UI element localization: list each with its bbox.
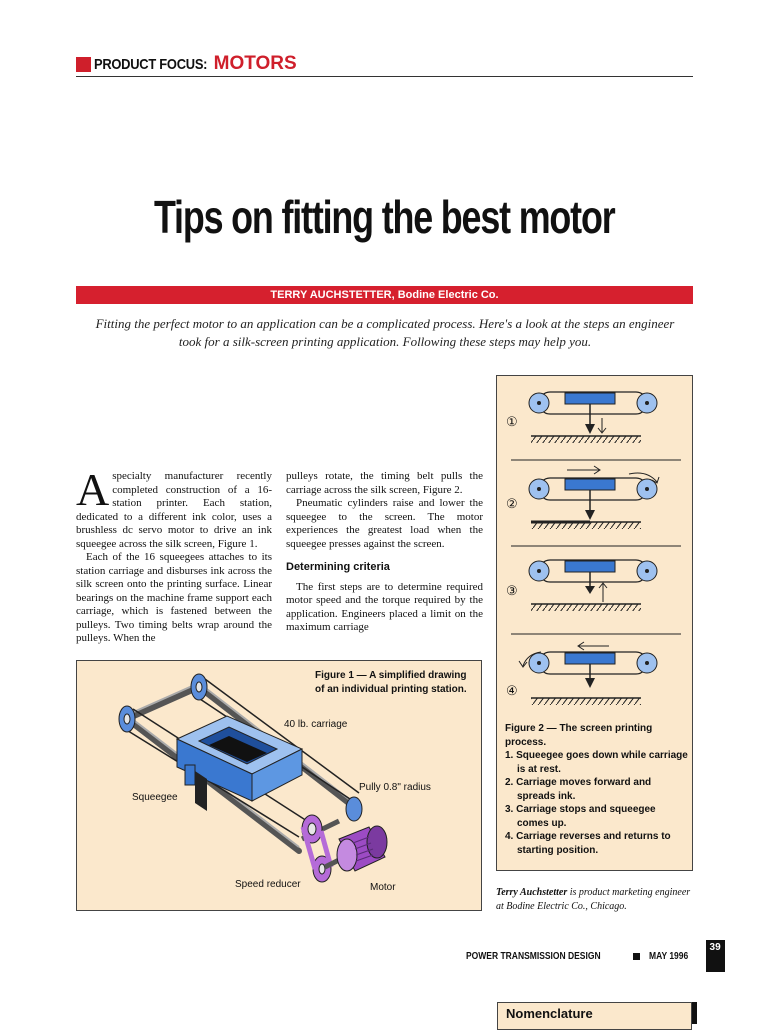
step-3-diagram bbox=[529, 560, 657, 611]
section-header bbox=[76, 52, 297, 76]
page-number: 39 bbox=[706, 940, 725, 972]
article-title-text: Tips on fitting the best motor bbox=[154, 191, 615, 243]
paragraph-4: Pneumatic cylinders raise and lower the squeegee to the screen. The motor experiences the greatest load when the squeegee presses against the screen. bbox=[286, 497, 483, 550]
figure-2-caption-title: Figure 2 — The screen printing process. bbox=[505, 723, 653, 748]
paragraph-5: The first steps are to determine required motor speed and the torque required by the application. Engineers placed a limit on the maximum carriage bbox=[286, 580, 483, 633]
step-1-marker: ① bbox=[506, 414, 518, 429]
figure-1 bbox=[76, 660, 482, 911]
body-column-2 bbox=[286, 470, 483, 635]
author-description: is product marketing engineer at Bodine Electric Co., Chicago. bbox=[496, 887, 691, 912]
paragraph-3: pulleys rotate, the timing belt pulls the carriage across the silk screen, Figure 2. bbox=[286, 470, 483, 496]
byline-bar: TERRY AUCHSTETTER, Bodine Electric Co. bbox=[76, 286, 693, 304]
figure-2-caption bbox=[505, 722, 690, 857]
section-marker bbox=[76, 57, 91, 72]
drop-cap: A bbox=[76, 464, 110, 515]
figure-2-step-1: 1. Squeegee goes down while carriage is at rest. bbox=[505, 750, 688, 775]
figure-1-caption: Figure 1 — A simplified drawing of an individual printing station. bbox=[315, 670, 467, 695]
figure-2-step-4: 4. Carriage reverses and returns to starting position. bbox=[505, 831, 671, 856]
header-rule bbox=[76, 76, 693, 77]
label-pulley: Pully 0.8" radius bbox=[359, 782, 431, 793]
step-4-marker: ④ bbox=[506, 683, 518, 698]
step-2-marker: ② bbox=[506, 496, 518, 511]
label-squeegee: Squeegee bbox=[132, 792, 178, 803]
label-motor: Motor bbox=[370, 882, 396, 893]
publication-name: POWER TRANSMISSION DESIGN bbox=[466, 950, 601, 962]
figure-2-step-3: 3. Carriage stops and squeegee comes up. bbox=[505, 804, 656, 829]
paragraph-1: specialty manufacturer recently completed construction of a 16-station printer. Each station, dedicated to a different ink color, uses a brushless dc servo motor to drive an ink squeegee across the silk screen, Figure 1. bbox=[76, 470, 272, 550]
article-deck: Fitting the perfect motor to an application can be a complicated process. Here's a look at the steps an engineer took for a silk-screen printing application. Following these steps may help you. bbox=[95, 316, 675, 349]
step-3-marker: ③ bbox=[506, 583, 518, 598]
sidebar-edge bbox=[692, 1002, 697, 1024]
paragraph-2: Each of the 16 squeegees attaches to its station carriage and disburses ink across the silk screen onto the printing surface. Linear bearings on the machine frame support each carriage, which is fastened between the pulleys. Two timing belts wrap around the pulleys. When the bbox=[76, 551, 272, 644]
label-carriage: 40 lb. carriage bbox=[284, 719, 348, 730]
step-4-diagram bbox=[519, 642, 657, 705]
author-note bbox=[496, 886, 696, 914]
section-label: PRODUCT FOCUS: bbox=[94, 55, 208, 73]
subhead: Determining criteria bbox=[286, 561, 390, 573]
section-topic: MOTORS bbox=[213, 53, 297, 74]
figure-2 bbox=[496, 375, 693, 871]
nomenclature-sidebar: Nomenclature bbox=[497, 1002, 692, 1030]
step-1-diagram bbox=[529, 392, 657, 443]
figure-2-step-2: 2. Carriage moves forward and spreads ink. bbox=[505, 777, 652, 802]
issue-date: MAY 1996 bbox=[649, 950, 689, 962]
author-name: Terry Auchstetter bbox=[496, 887, 568, 898]
page-footer bbox=[466, 940, 725, 972]
article-title bbox=[76, 190, 693, 244]
footer-separator bbox=[633, 953, 640, 960]
step-2-diagram bbox=[529, 466, 659, 529]
body-column-1 bbox=[76, 464, 272, 646]
label-speed-reducer: Speed reducer bbox=[235, 879, 301, 890]
